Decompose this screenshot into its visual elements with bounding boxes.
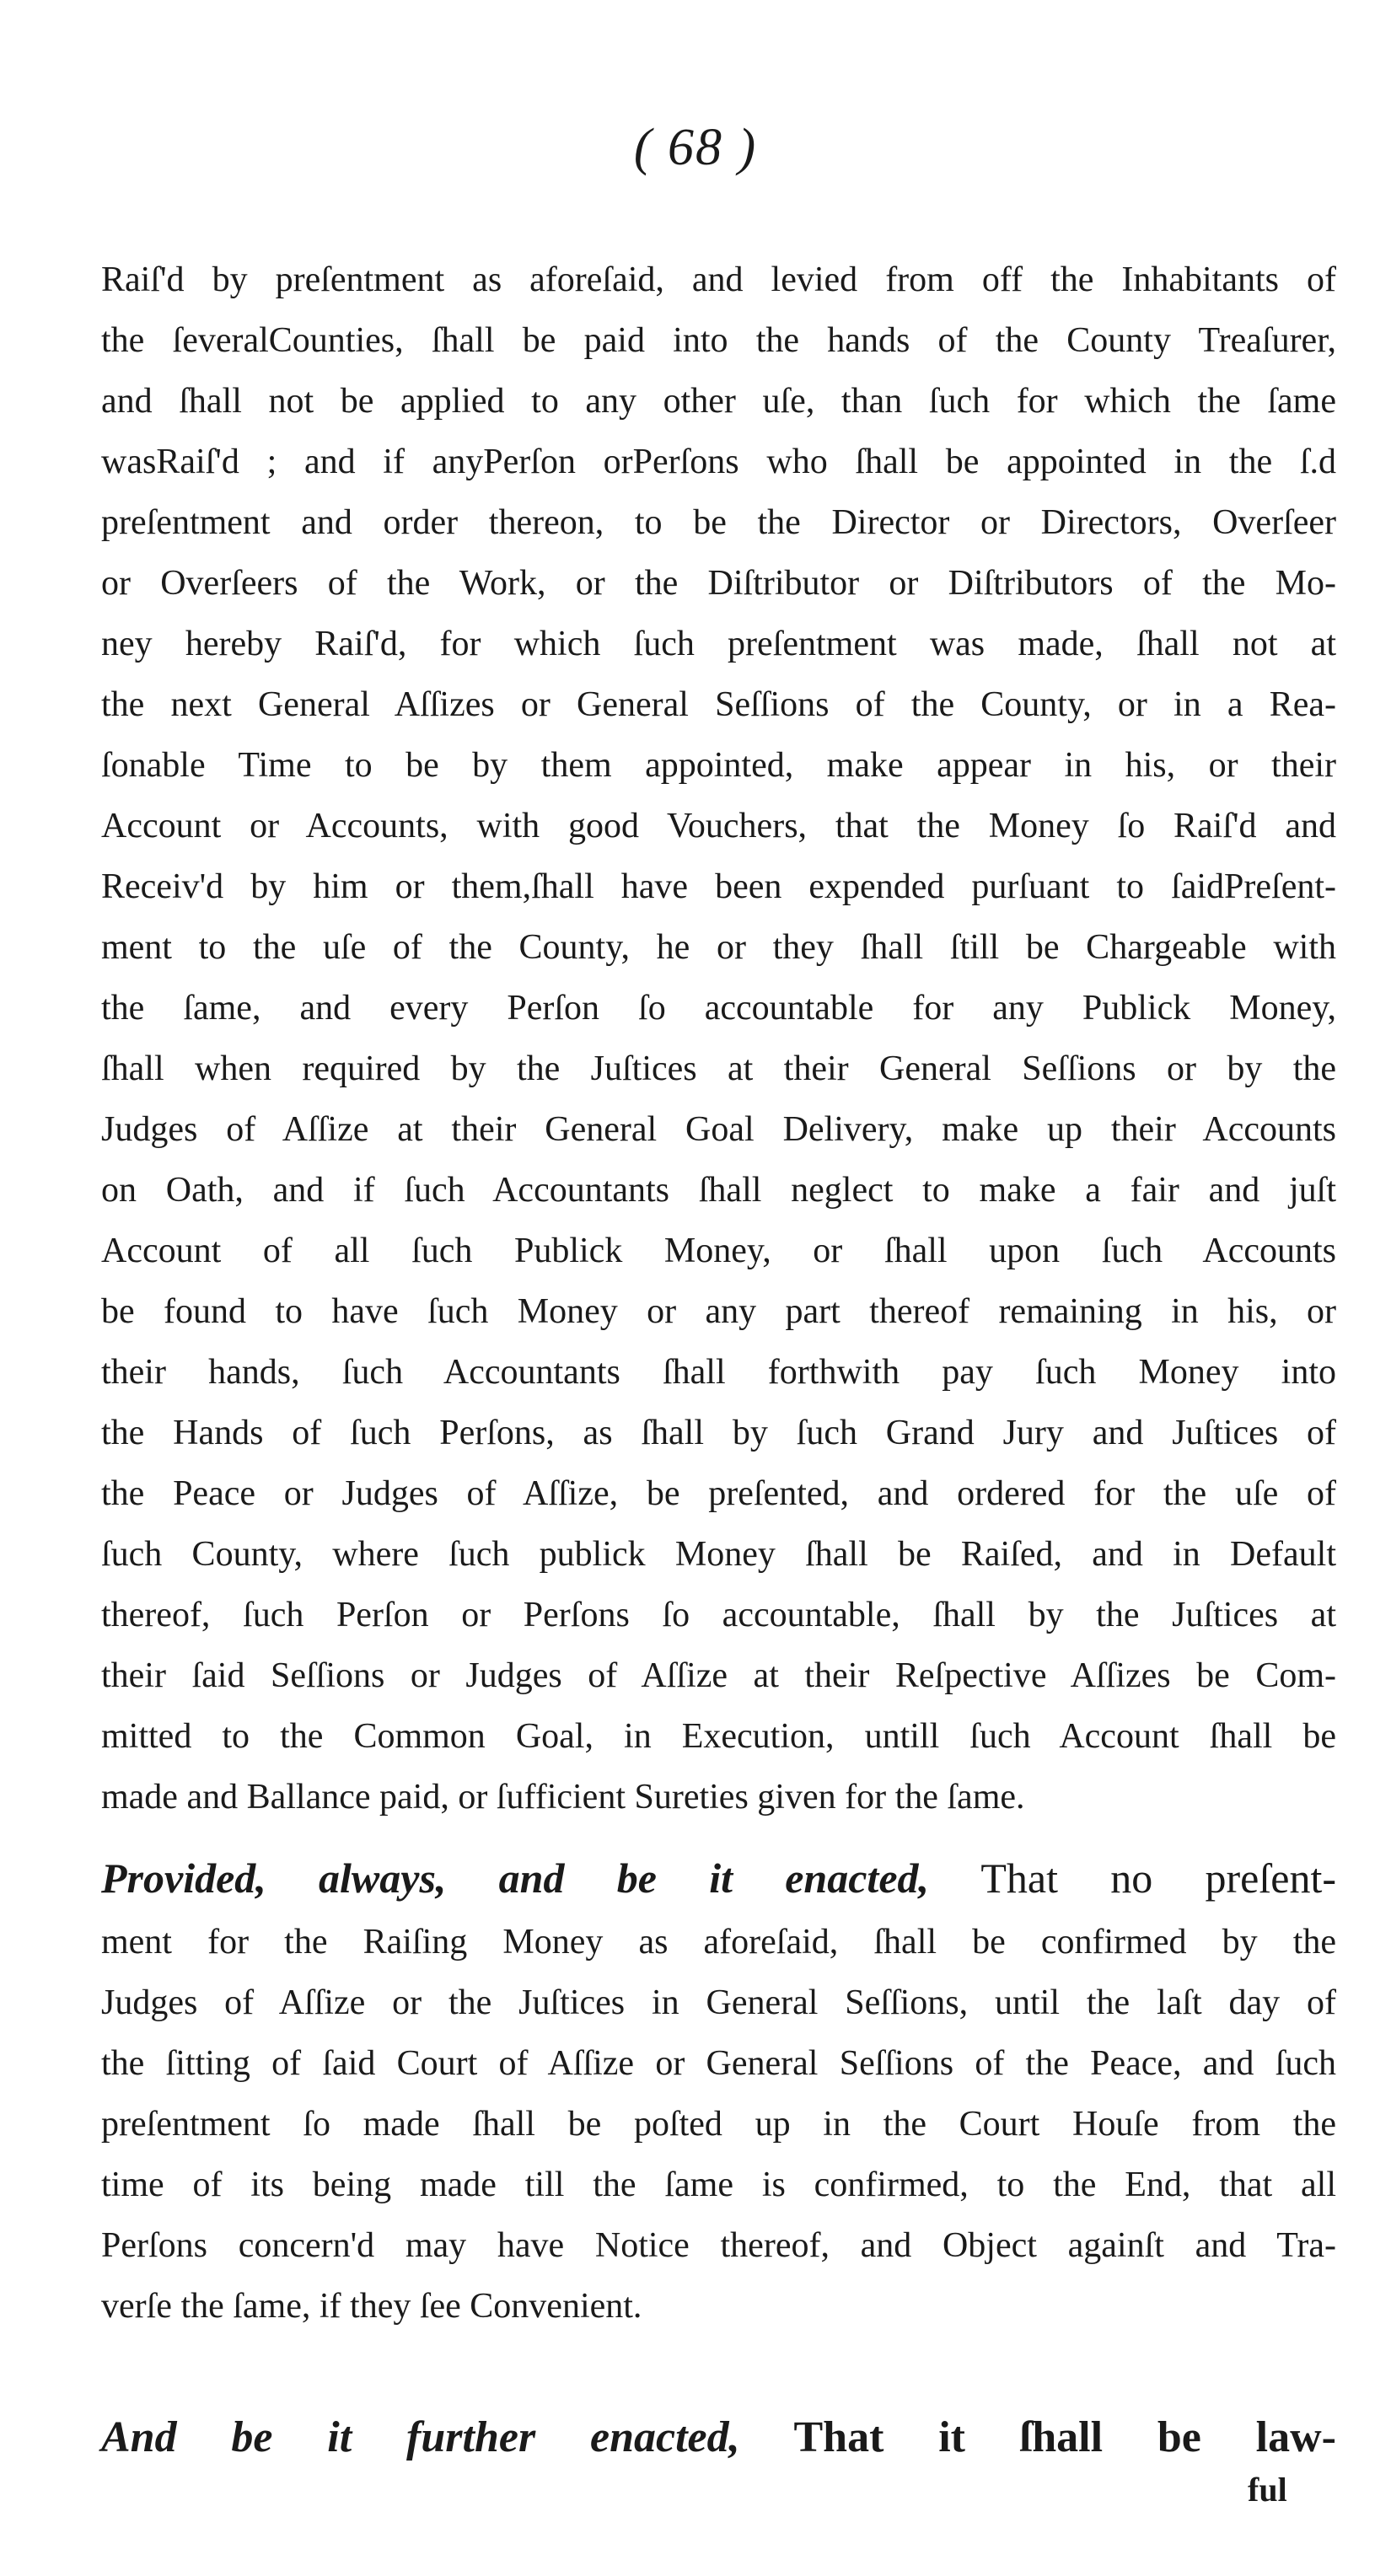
text-line: preſentment ſo made ſhall be poſted up in the Court Houſe from the: [101, 2105, 1336, 2144]
text-line: preſentment and order thereon, to be the Director or Directors, Overſeer: [101, 503, 1336, 542]
text-line: verſe the ſame, if they ſee Convenient.: [101, 2287, 642, 2326]
page-number: ( 68 ): [633, 119, 758, 176]
text-line: and ſhall not be applied to any other uſe, than ſuch for which the ſame: [101, 382, 1336, 421]
text-line: their hands, ſuch Accountants ſhall forthwith pay ſuch Money into: [101, 1353, 1336, 1392]
text-line: Receiv'd by him or them,ſhall have been expended purſuant to ſaidPreſent-: [101, 867, 1336, 906]
text-line: time of its being made till the ſame is confirmed, to the End, that all: [101, 2165, 1336, 2204]
paragraph-2: [101, 1848, 1336, 2337]
text-line: ney hereby Raiſ'd, for which ſuch preſentment was made, ſhall not at: [101, 625, 1336, 663]
enactment-rest: That it ſhall be law-: [739, 2413, 1337, 2461]
text-line: made and Ballance paid, or ſufficient Sureties given for the ſame.: [101, 1778, 1025, 1817]
text-line: the ſeveralCounties, ſhall be paid into the hands of the County Treaſurer,: [101, 321, 1336, 360]
text-line: the Peace or Judges of Aſſize, be preſented, and ordered for the uſe of: [101, 1474, 1336, 1513]
text-line: wasRaiſ'd ; and if anyPerſon orPerſons who ſhall be appointed in the ſ.d: [101, 443, 1336, 481]
text-line: the ſitting of ſaid Court of Aſſize or General Seſſions of the Peace, and ſuch: [101, 2044, 1336, 2083]
text-line: Judges of Aſſize or the Juſtices in General Seſſions, until the laſt day of: [101, 1983, 1336, 2022]
text-line: the next General Aſſizes or General Seſſions of the County, or in a Rea-: [101, 685, 1336, 724]
text-line: Judges of Aſſize at their General Goal Delivery, make up their Accounts: [101, 1110, 1336, 1149]
text-line: Perſons concern'd may have Notice thereof, and Object againſt and Tra-: [101, 2226, 1336, 2265]
text-line: the ſame, and every Perſon ſo accountable for any Publick Money,: [101, 989, 1336, 1028]
text-line-first: [101, 2404, 1336, 2471]
text-line: Account of all ſuch Publick Money, or ſhall upon ſuch Accounts: [101, 1232, 1336, 1270]
text-line: Account or Accounts, with good Vouchers, that the Money ſo Raiſ'd and: [101, 807, 1336, 845]
text-line: the Hands of ſuch Perſons, as ſhall by ſuch Grand Jury and Juſtices of: [101, 1414, 1336, 1452]
text-line: ſonable Time to be by them appointed, make appear in his, or their: [101, 746, 1336, 785]
paragraph-3: [101, 2404, 1336, 2471]
text-line: thereof, ſuch Perſon or Perſons ſo accountable, ſhall by the Juſtices at: [101, 1596, 1336, 1634]
provision-lead-rest: That no preſent-: [929, 1854, 1336, 1902]
text-line: mitted to the Common Goal, in Execution, untill ſuch Account ſhall be: [101, 1717, 1336, 1756]
text-line: ment to the uſe of the County, he or they ſhall ſtill be Chargeable with: [101, 928, 1336, 967]
enactment-lead: And be it further enacted,: [101, 2413, 740, 2461]
text-line-first: [101, 1848, 1336, 1912]
text-line: their ſaid Seſſions or Judges of Aſſize at their Reſpective Aſſizes be Com-: [101, 1656, 1336, 1695]
provision-lead: Provided, always, and be it enacted,: [101, 1854, 930, 1902]
text-line: be found to have ſuch Money or any part thereof remaining in his, or: [101, 1292, 1336, 1331]
text-line: or Overſeers of the Work, or the Diſtributor or Diſtributors of the Mo-: [101, 564, 1336, 603]
text-line: on Oath, and if ſuch Accountants ſhall neglect to make a fair and juſt: [101, 1171, 1336, 1210]
paragraph-1: [101, 250, 1336, 1827]
catchword: ful: [1248, 2471, 1287, 2509]
text-line: Raiſ'd by preſentment as aforeſaid, and levied from off the Inhabitants of: [101, 260, 1336, 299]
text-line: ment for the Raiſing Money as aforeſaid, ſhall be confirmed by the: [101, 1923, 1336, 1962]
text-line: ſhall when required by the Juſtices at their General Seſſions or by the: [101, 1049, 1336, 1088]
text-line: ſuch County, where ſuch publick Money ſhall be Raiſed, and in Default: [101, 1535, 1336, 1574]
